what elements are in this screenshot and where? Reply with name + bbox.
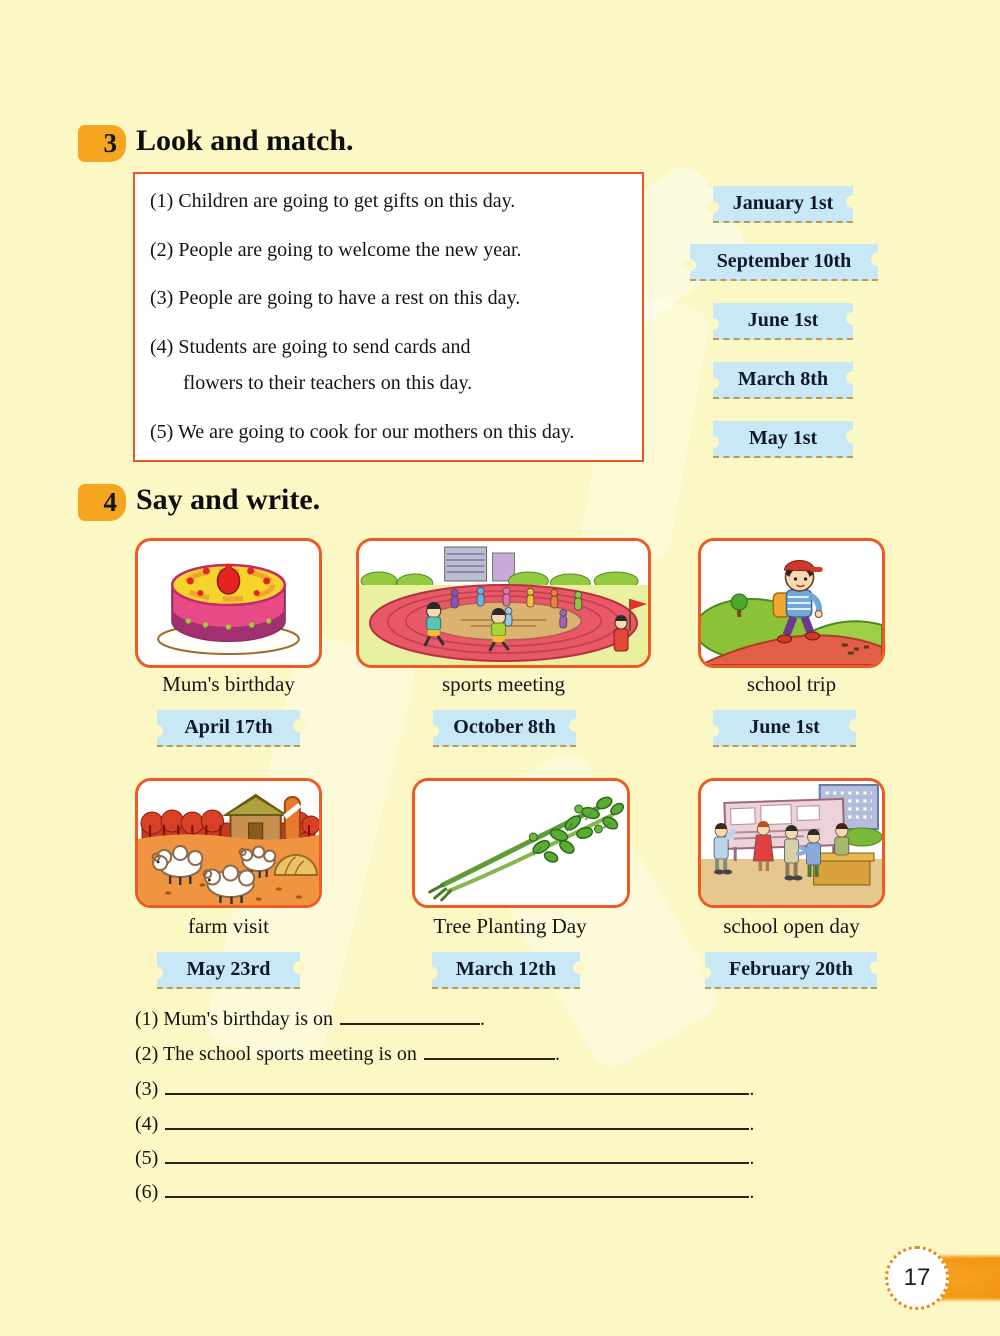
- write-line-3: [135, 1078, 754, 1101]
- date-ticket-may-23rd: May 23rd: [157, 952, 300, 989]
- sheep-farm-illustration: [138, 781, 319, 905]
- date-ticket-september-10th: September 10th: [690, 244, 878, 281]
- caption-mums-birthday: Mum's birthday: [162, 672, 295, 696]
- date-ticket-june-1st-row: June 1st: [713, 710, 856, 747]
- write-line-2: [135, 1043, 560, 1066]
- date-ticket-october-8th: October 8th: [433, 710, 576, 747]
- hiking-boy-illustration: [701, 541, 882, 665]
- caption-school-open-day: school open day: [723, 914, 860, 938]
- write-line-6: [135, 1181, 754, 1204]
- match-sentence-1: (1) Children are going to get gifts on this day.: [150, 190, 516, 212]
- answer-blank-1: [340, 1009, 480, 1025]
- match-sentence-3: (3) People are going to have a rest on this day.: [150, 287, 521, 309]
- date-ticket-march-8th: March 8th: [713, 362, 853, 399]
- answer-blank-2: [424, 1044, 555, 1060]
- look-and-match-box: [133, 172, 644, 462]
- date-ticket-april-17th: April 17th: [157, 710, 300, 747]
- section3-number-badge: 3: [78, 125, 126, 162]
- write-line-6-period: .: [749, 1181, 755, 1203]
- answer-blank-4: [165, 1114, 749, 1130]
- card-farm-visit: [135, 778, 322, 908]
- match-sentence-4-cont: flowers to their teachers on this day.: [183, 372, 473, 394]
- write-line-1-period: .: [480, 1008, 486, 1030]
- page-number-badge: 17: [885, 1246, 949, 1310]
- caption-sports-meeting: sports meeting: [441, 672, 566, 696]
- caption-school-trip: school trip: [746, 672, 837, 696]
- match-sentence-4: (4) Students are going to send cards and: [150, 336, 471, 358]
- school-visitors-illustration: [701, 781, 882, 905]
- card-school-open-day: [698, 778, 885, 908]
- caption-tree-planting-day: Tree Planting Day: [433, 914, 587, 938]
- caption-farm-visit: farm visit: [187, 914, 270, 938]
- tree-branch-illustration: [415, 781, 627, 905]
- date-ticket-january-1st: January 1st: [713, 186, 853, 223]
- write-line-1-label: (1) Mum's birthday is on: [135, 1008, 334, 1030]
- date-ticket-june-1st: June 1st: [713, 303, 853, 340]
- write-line-2-label: (2) The school sports meeting is on: [135, 1043, 417, 1065]
- write-line-4-period: .: [749, 1113, 755, 1135]
- birthday-cake-illustration: [138, 541, 319, 665]
- write-line-5-label: (5): [135, 1147, 159, 1169]
- write-line-3-label: (3): [135, 1078, 159, 1100]
- date-ticket-february-20th: February 20th: [705, 952, 877, 989]
- write-line-3-period: .: [749, 1078, 755, 1100]
- card-school-trip: [698, 538, 885, 668]
- write-line-5-period: .: [749, 1147, 755, 1169]
- answer-blank-6: [165, 1182, 749, 1198]
- date-ticket-may-1st: May 1st: [713, 421, 853, 458]
- card-sports-meeting: [356, 538, 651, 668]
- date-ticket-march-12th: March 12th: [432, 952, 580, 989]
- answer-blank-3: [165, 1079, 749, 1095]
- write-line-2-period: .: [554, 1043, 560, 1065]
- section4-number-badge: 4: [78, 484, 126, 521]
- match-sentence-2: (2) People are going to welcome the new year.: [150, 239, 522, 261]
- running-track-illustration: [359, 541, 648, 665]
- section3-title: Look and match.: [136, 124, 354, 157]
- write-line-6-label: (6): [135, 1181, 159, 1203]
- write-line-5: [135, 1147, 754, 1170]
- card-mums-birthday: [135, 538, 322, 668]
- write-line-1: [135, 1008, 485, 1031]
- section4-title: Say and write.: [136, 483, 321, 516]
- answer-blank-5: [165, 1148, 749, 1164]
- card-tree-planting-day: [412, 778, 630, 908]
- write-line-4: [135, 1113, 754, 1136]
- match-sentence-5: (5) We are going to cook for our mothers on this day.: [150, 421, 575, 443]
- write-line-4-label: (4): [135, 1113, 159, 1135]
